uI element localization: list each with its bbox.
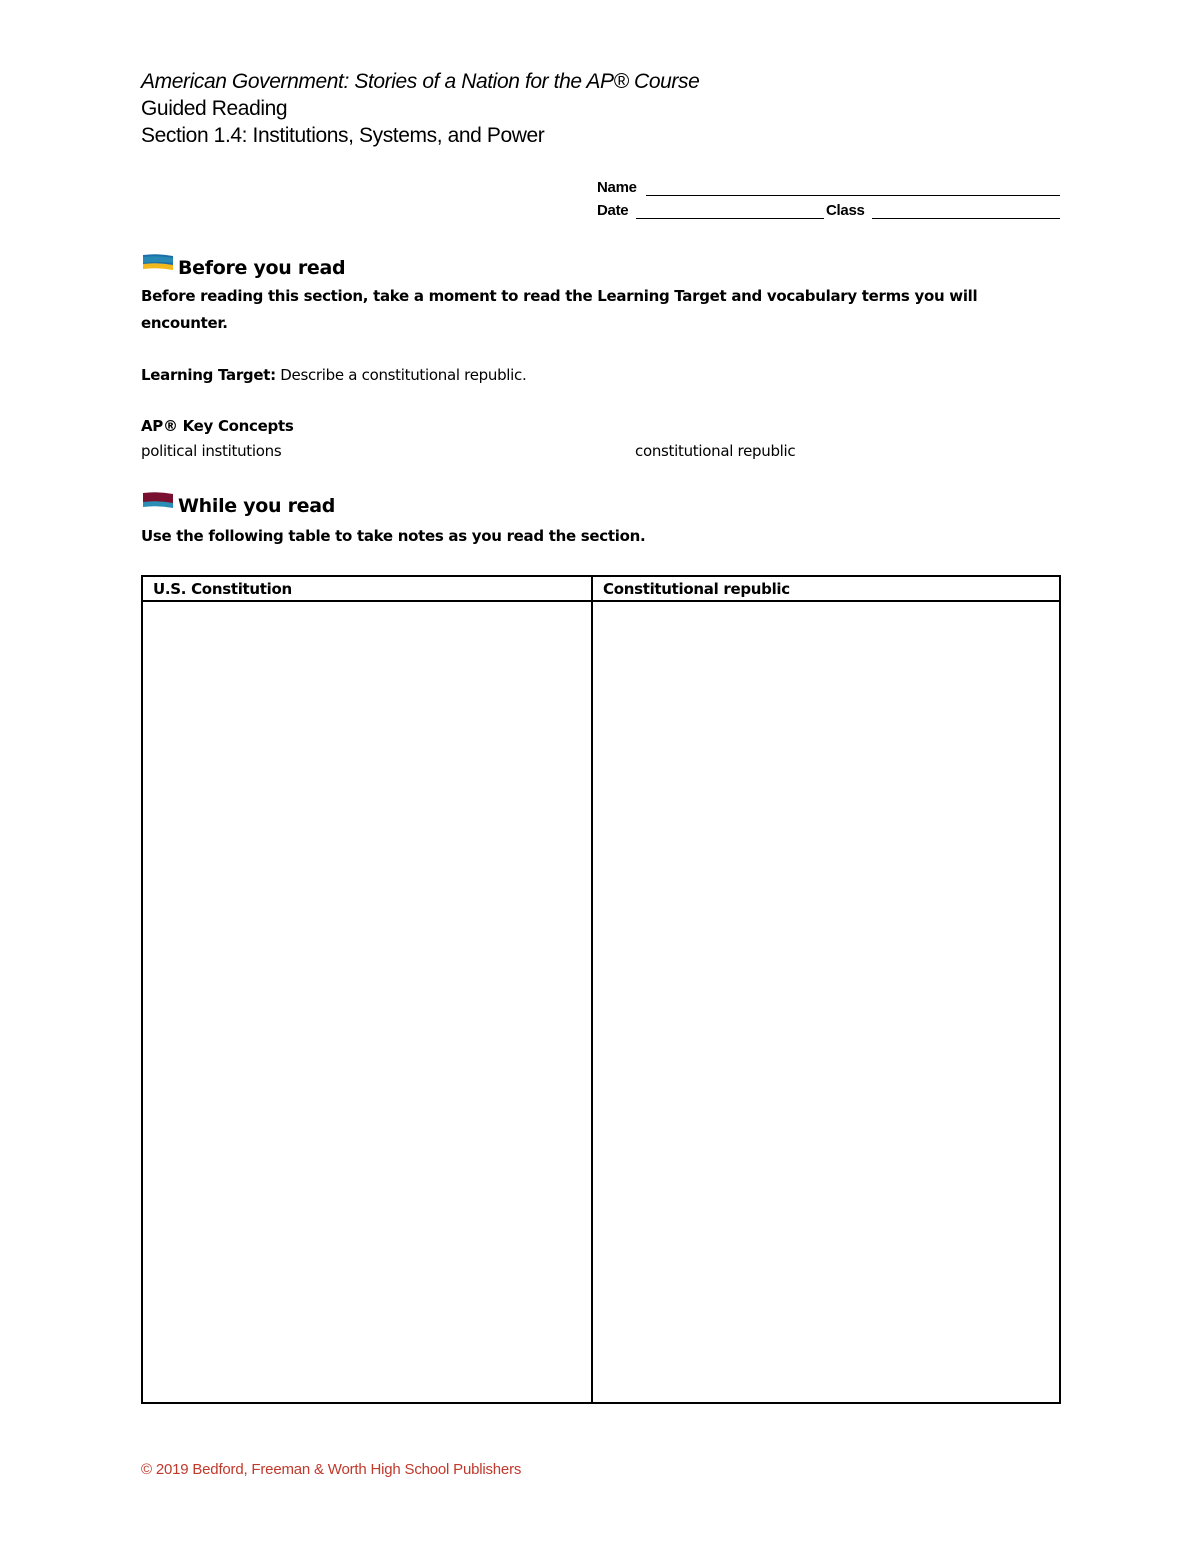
document-type: Guided Reading — [141, 97, 288, 120]
name-field[interactable] — [646, 195, 1060, 196]
book-title: American Government: Stories of a Nation for the AP® Course — [141, 70, 700, 93]
flag-icon — [143, 492, 173, 508]
student-fields — [0, 0, 1200, 230]
section-title: Section 1.4: Institutions, Systems, and Power — [141, 124, 545, 147]
notes-table — [141, 575, 1061, 1404]
table-row — [142, 601, 1060, 1403]
class-label: Class — [826, 202, 865, 219]
table-header-row — [142, 576, 1060, 601]
before-you-read-intro: Before reading this section, take a moment to read the Learning Target and vocabulary terms you will encounter. — [141, 287, 978, 332]
column-header-us-constitution: U.S. Constitution — [142, 576, 592, 601]
while-you-read-instructions: Use the following table to take notes as you read the section. — [141, 527, 646, 545]
while-you-read-heading: While you read — [178, 495, 336, 517]
key-concept-item: constitutional republic — [635, 442, 796, 460]
key-concept-item: political institutions — [141, 442, 282, 460]
learning-target-label: Learning Target: — [141, 366, 276, 384]
date-field[interactable] — [636, 218, 824, 219]
notes-cell-constitutional-republic[interactable] — [592, 601, 1060, 1403]
class-field[interactable] — [872, 218, 1060, 219]
before-you-read-heading: Before you read — [178, 257, 346, 279]
notes-cell-us-constitution[interactable] — [142, 601, 592, 1403]
key-concepts-heading: AP® Key Concepts — [141, 417, 294, 435]
learning-target — [141, 364, 526, 386]
learning-target-text: Describe a constitutional republic. — [280, 366, 527, 384]
name-label: Name — [597, 179, 637, 196]
flag-icon — [143, 254, 173, 270]
date-label: Date — [597, 202, 629, 219]
column-header-constitutional-republic: Constitutional republic — [592, 576, 1060, 601]
copyright-footer: © 2019 Bedford, Freeman & Worth High School Publishers — [141, 1461, 522, 1478]
